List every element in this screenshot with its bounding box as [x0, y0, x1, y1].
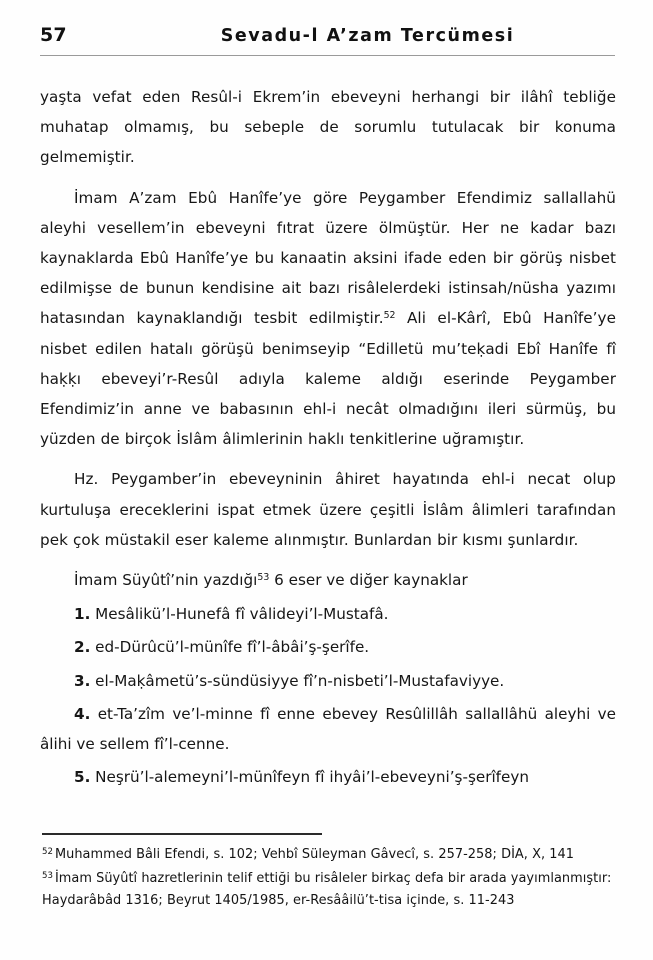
list-lead-line: [40, 565, 616, 595]
paragraph-text-before-footnote: İmam A’zam Ebû Hanîfe’ye göre Peygamber Efendimiz sallallahü aleyhi vesellem’in ebeveyni fıtrat üzere ölmüştür. Her ne kadar bazı kaynaklarda Ebû Hanîfe’ye bu kanaatin aksini ifade eden bir görüş nisbet edilmişse de bunun kendisine ait bazı risâlelerdeki istinsah/nüsha yazımı hatasından kaynaklandığı tesbit edilmiştir.: [40, 188, 616, 328]
footnote-text: İmam Süyûtî hazretlerinin telif ettiği bu risâleler birkaç defa bir arada yayımlanmıştır: Haydarâbâd 1316; Beyrut 1405/1985, er-Resââilü’t-tisa içinde, s. 11-243: [42, 870, 612, 909]
paragraph-imam-azam: [40, 183, 616, 455]
paragraph-text-after-footnote: Ali el-Kârî, Ebû Hanîfe’ye nisbet edilen hatalı görüşü benimseyip “Edilletü mu’teḳadi Ebî Hanîfe fî haḳḳı ebeveyi’r-Resûl adıyla kaleme aldığı eserinde Peygamber Efendimiz’in anne ve babasının ehl-i necât olmadığını ileri sürmüş, bu yüzden de birçok İslâm âlimlerinin haklı tenkitlerine uğramıştır.: [40, 309, 616, 449]
list-item: [40, 699, 616, 759]
footnote-number: 53: [42, 870, 53, 881]
list-item-text: el-Maḳâmetü’s-sündüsiyye fî’n-nisbeti’l-Mustafaviyye.: [90, 671, 505, 690]
paragraph-continuation: [40, 82, 616, 173]
paragraph-hz-peygamber: [40, 464, 616, 555]
footnote-entry: [42, 868, 618, 913]
list-lead-text-before: İmam Süyûtî’nin yazdığı: [74, 571, 258, 590]
list-item: [40, 762, 616, 792]
list-lead-text-after: 6 eser ve diğer kaynaklar: [269, 571, 468, 590]
page-number: 57: [40, 24, 67, 46]
footnote-divider: [42, 833, 322, 835]
list-item: [40, 632, 616, 662]
list-item-number: 3.: [74, 671, 91, 690]
list-item-number: 4.: [74, 704, 91, 723]
list-item: [40, 666, 616, 696]
list-item-number: 2.: [74, 638, 91, 657]
list-item-text: et-Ta’zîm ve’l-minne fî enne ebevey Resûlillâh sallallâhü aleyhi ve âlihi ve sellem fî’l-cenne.: [40, 704, 616, 754]
footnote-entry: [42, 844, 618, 867]
running-head-inner: [40, 24, 615, 50]
list-item-text: ed-Dürûcü’l-münîfe fî’l-âbâi’ş-şerîfe.: [90, 638, 370, 657]
list-item-text: Mesâlikü’l-Hunefâ fî vâlideyi’l-Mustafâ.: [90, 605, 389, 624]
footnote-number: 52: [42, 847, 53, 857]
footnote-marker-52[interactable]: 52: [383, 310, 396, 322]
list-item: [40, 599, 616, 629]
paragraph-text: Hz. Peygamber’in ebeveyninin âhiret hayatında ehl-i necat olup kurtuluşa ereceklerini ispat etmek üzere çeşitli İslâm âlimleri tarafından pek çok müstakil eser kaleme alınmıştır. Bunlardan bir kısmı şunlardır.: [40, 470, 616, 549]
footnote-text: Muhammed Bâli Efendi, s. 102; Vehbî Süleyman Gâvecî, s. 257-258; DİA, X, 141: [54, 847, 575, 862]
header-divider: [40, 55, 615, 56]
footnote-section: [42, 833, 618, 914]
body-text: [40, 82, 616, 795]
list-item-text: Neşrü’l-alemeyni’l-münîfeyn fî ihyâi’l-ebeveyni’ş-şerîfeyn: [90, 768, 529, 787]
paragraph-text: yaşta vefat eden Resûl-i Ekrem’in ebeveyni herhangi bir ilâhî tebliğe muhatap olmamış, bu sebeple de sorumlu tutulacak bir konuma gelmemiştir.: [40, 88, 616, 167]
list-item-number: 1.: [74, 605, 91, 624]
running-title: Sevadu-l A’zam Tercümesi: [220, 26, 515, 46]
list-item-number: 5.: [74, 768, 91, 787]
running-head: [40, 24, 615, 58]
footnote-marker-53[interactable]: 53: [257, 572, 270, 584]
